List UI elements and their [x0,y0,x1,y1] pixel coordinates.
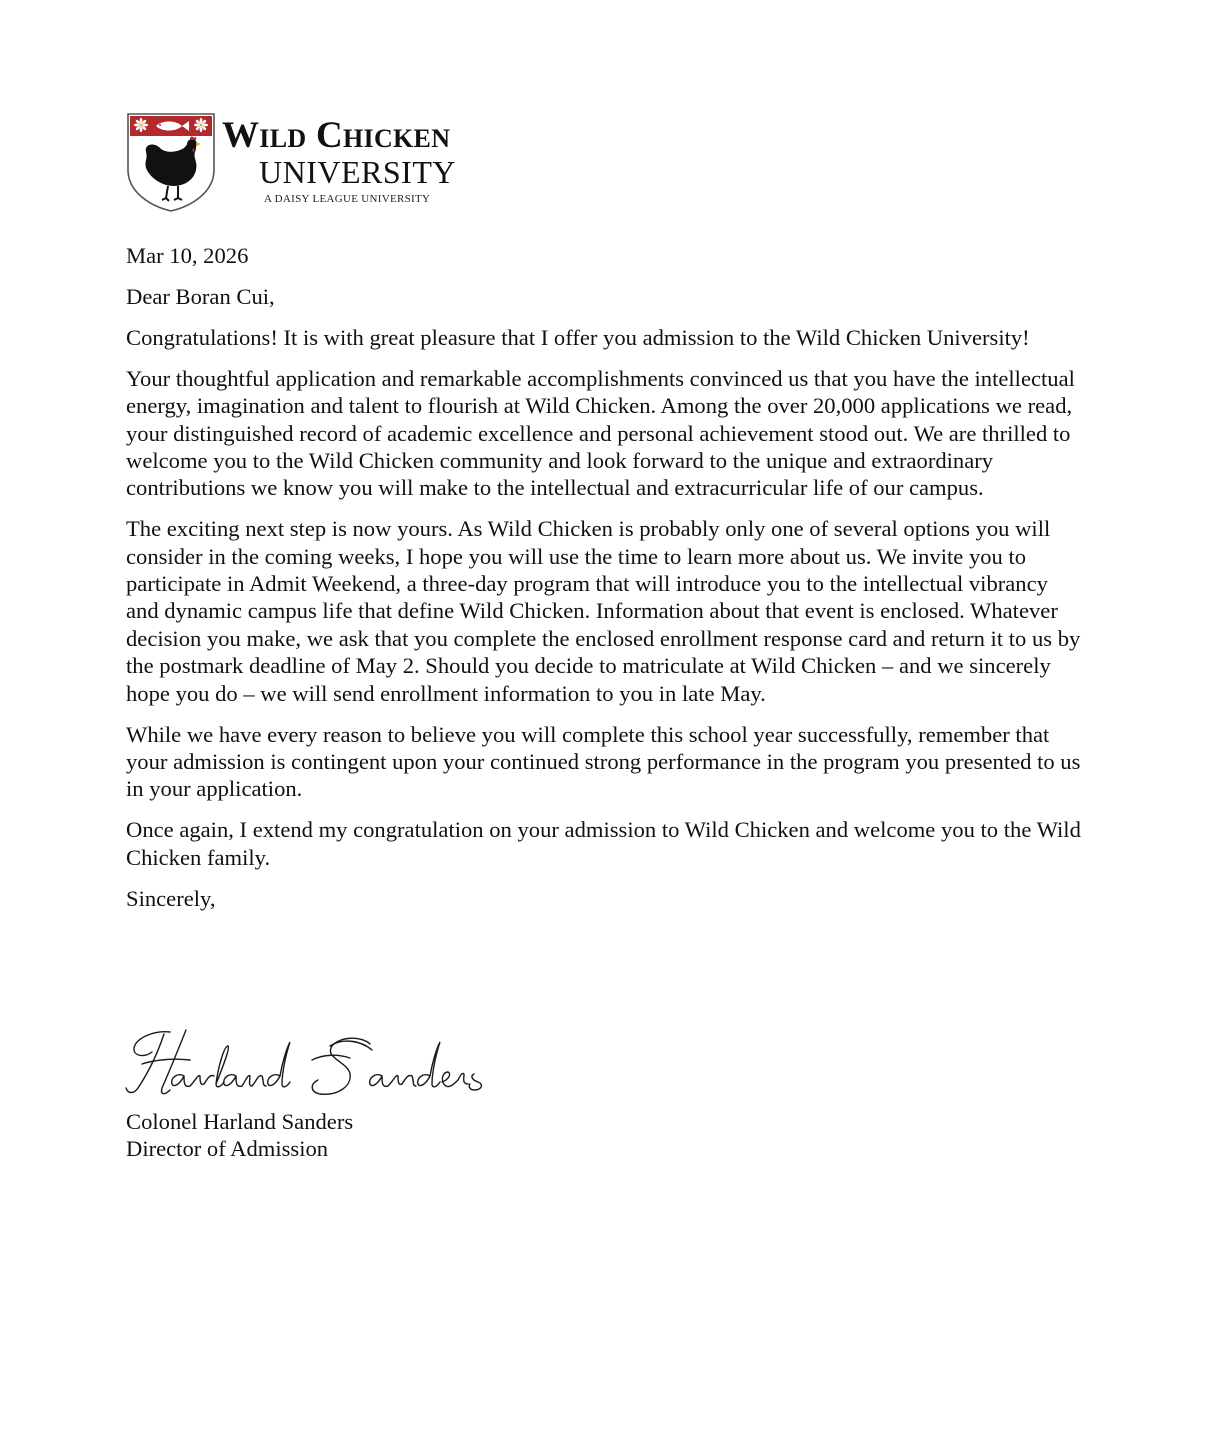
letter-paragraph: While we have every reason to believe you will complete this school year successfully, remember that your admission is contingent upon your continued strong performance in the program you presented to us in your application. [126,721,1081,802]
letter-closing: Sincerely, [126,885,216,911]
handwritten-signature [124,1024,504,1108]
university-brand [222,116,512,206]
university-name: Wild Chicken [222,115,451,156]
letter-paragraph: The exciting next step is now yours. As Wild Chicken is probably only one of several options you will consider in the coming weeks, I hope you will use the time to learn more about us. We invite you to participate in Admit Weekend, a three-day program that will introduce you to the intellectual vibrancy and dynamic campus life that define Wild Chicken. Information about that event is enclosed. Whatever decision you make, we ask that you complete the enclosed enrollment response card and return it to us by the postmark deadline of May 2. Should you decide to matriculate at Wild Chicken – and we sincerely hope you do – we will send enrollment information to you in late May. [126,516,1081,706]
letter-paragraph: Your thoughtful application and remarkable accomplishments convinced us that you have the intellectual energy, imagination and talent to flourish at Wild Chicken. Among the over 20,000 applications we read, your distinguished record of academic excellence and personal achievement stood out. We are thrilled to welcome you to the Wild Chicken community and look forward to the unique and extraordinary contributions we know you will make to the intellectual and extracurricular life of our campus. [126,365,1075,501]
letter-paragraph: Once again, I extend my congratulation on your admission to Wild Chicken and welcome you to the Wild Chicken family. [126,817,1081,870]
letter-body [126,242,1086,926]
chicken-crest-icon [126,112,216,212]
letterhead [126,112,506,212]
signer-name: Colonel Harland Sanders [126,1109,354,1134]
letter-date: Mar 10, 2026 [126,243,249,268]
signer-title: Director of Admission [126,1136,329,1162]
university-tagline: A DAISY LEAGUE UNIVERSITY [264,193,431,205]
university-subname: UNIVERSITY [259,154,456,190]
letter-salutation: Dear Boran Cui, [126,283,275,309]
letter-paragraph: Congratulations! It is with great pleasure that I offer you admission to the Wild Chicken University! [126,324,1030,350]
signature-block [126,1108,353,1163]
